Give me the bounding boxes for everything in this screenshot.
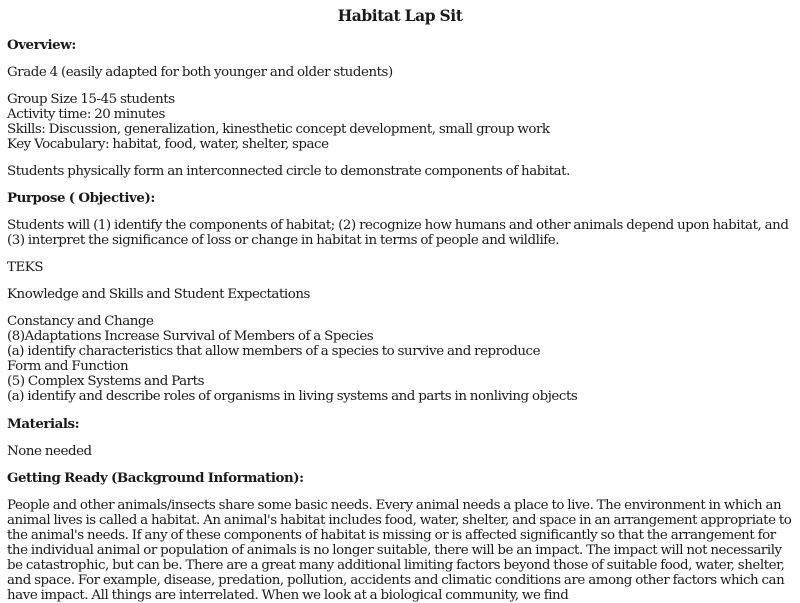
overview-details bbox=[7, 92, 793, 152]
page-title: Habitat Lap Sit bbox=[337, 6, 463, 25]
standard-line: (a) identify and describe roles of organisms in living systems and parts in nonliving objects bbox=[7, 389, 578, 404]
purpose-heading: Purpose ( Objective): bbox=[7, 190, 155, 206]
standards-list bbox=[7, 314, 793, 404]
standard-line: (8)Adaptations Increase Survival of Members of a Species bbox=[7, 329, 374, 344]
standard-line: (a) identify characteristics that allow members of a species to survive and reproduce bbox=[7, 344, 541, 359]
overview-heading: Overview: bbox=[7, 37, 76, 53]
purpose-text: Students will (1) identify the components of habitat; (2) recognize how humans and other animals depend upon habitat, and (3) interpret the significance of loss or change in habitat in terms of people and wildlife. bbox=[7, 218, 789, 248]
materials-text: None needed bbox=[7, 444, 92, 459]
skills: Skills: Discussion, generalization, kinesthetic concept development, small group work bbox=[7, 122, 550, 137]
teks-label: TEKS bbox=[7, 260, 44, 275]
knowledge-skills-title: Knowledge and Skills and Student Expectations bbox=[7, 287, 310, 302]
overview-summary: Students physically form an interconnected circle to demonstrate components of habitat. bbox=[7, 164, 570, 179]
key-vocabulary: Key Vocabulary: habitat, food, water, shelter, space bbox=[7, 137, 329, 152]
standard-line: (5) Complex Systems and Parts bbox=[7, 374, 204, 389]
overview-grade: Grade 4 (easily adapted for both younger and older students) bbox=[7, 65, 393, 80]
materials-heading: Materials: bbox=[7, 416, 80, 432]
getting-ready-heading: Getting Ready (Background Information): bbox=[7, 470, 304, 486]
group-size: Group Size 15-45 students bbox=[7, 92, 175, 107]
standard-line: Form and Function bbox=[7, 359, 129, 374]
standard-line: Constancy and Change bbox=[7, 314, 154, 329]
activity-time: Activity time: 20 minutes bbox=[7, 107, 165, 122]
getting-ready-text: People and other animals/insects share some basic needs. Every animal needs a place to live. The environment in which an animal lives is called a habitat. An animal's habitat includes food, water, shelter, and space in an arrangement appropriate to the animal's needs. If any of these components of habitat is missing or is affected significantly so that the arrangement for the individual animal or population of animals is no longer suitable, there will be an impact. The impact will not necessarily be catastrophic, but can be. There are a great many additional limiting factors beyond those of suitable food, water, shelter, and space. For example, disease, predation, pollution, accidents and climatic conditions are among other factors which can have impact. All things are interrelated. When we look at a biological community, we find bbox=[7, 498, 792, 603]
